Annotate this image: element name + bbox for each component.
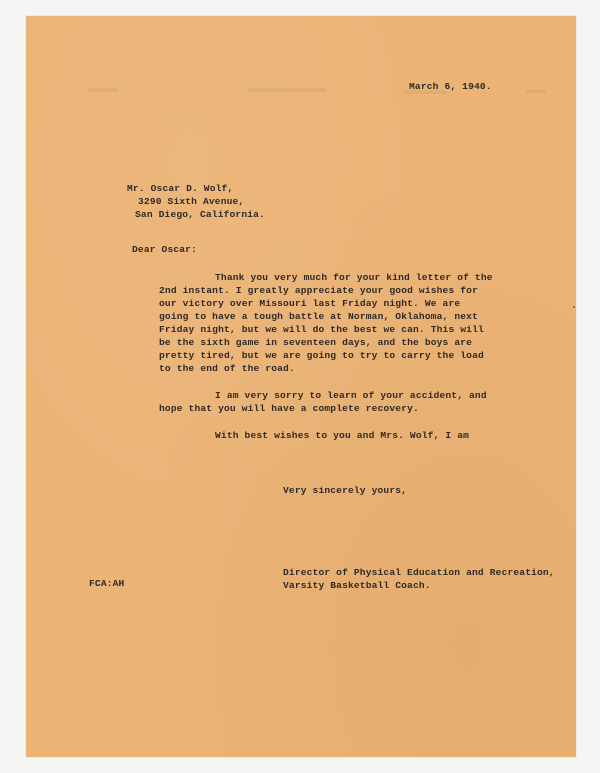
reference-initials: FCA:AH	[89, 578, 125, 589]
body-line: our victory over Missouri last Friday night. We are	[159, 298, 461, 309]
body-line: I am very sorry to learn of your accident, and	[215, 390, 487, 401]
recipient-city: San Diego, California.	[135, 209, 265, 220]
body-line: pretty tired, but we are going to try to carry the load	[159, 350, 484, 361]
paper-speck	[573, 306, 575, 308]
recipient-street: 3290 Sixth Avenue,	[138, 196, 245, 207]
body-line: Friday night, but we will do the best we can. This will	[159, 324, 484, 335]
body-line: be the sixth game in seventeen days, and the boys are	[159, 337, 473, 348]
body-line: Thank you very much for your kind letter of the	[215, 272, 493, 283]
salutation: Dear Oscar:	[132, 244, 197, 255]
signature-title: Varsity Basketball Coach.	[283, 580, 431, 591]
letter-sheet	[26, 16, 576, 757]
show-through-mark	[88, 88, 118, 92]
recipient-name: Mr. Oscar D. Wolf,	[127, 183, 234, 194]
body-line: hope that you will have a complete recovery.	[159, 403, 419, 414]
letter-date: March 6, 1940.	[409, 81, 492, 92]
body-line: going to have a tough battle at Norman, Oklahoma, next	[159, 311, 478, 322]
signature-title: Director of Physical Education and Recreation,	[283, 567, 555, 578]
body-line: to the end of the road.	[159, 363, 295, 374]
show-through-mark	[526, 90, 546, 93]
complimentary-close: Very sincerely yours,	[283, 485, 408, 496]
body-line: With best wishes to you and Mrs. Wolf, I am	[215, 430, 470, 441]
show-through-mark	[248, 88, 326, 92]
body-line: 2nd instant. I greatly appreciate your good wishes for	[159, 285, 478, 296]
